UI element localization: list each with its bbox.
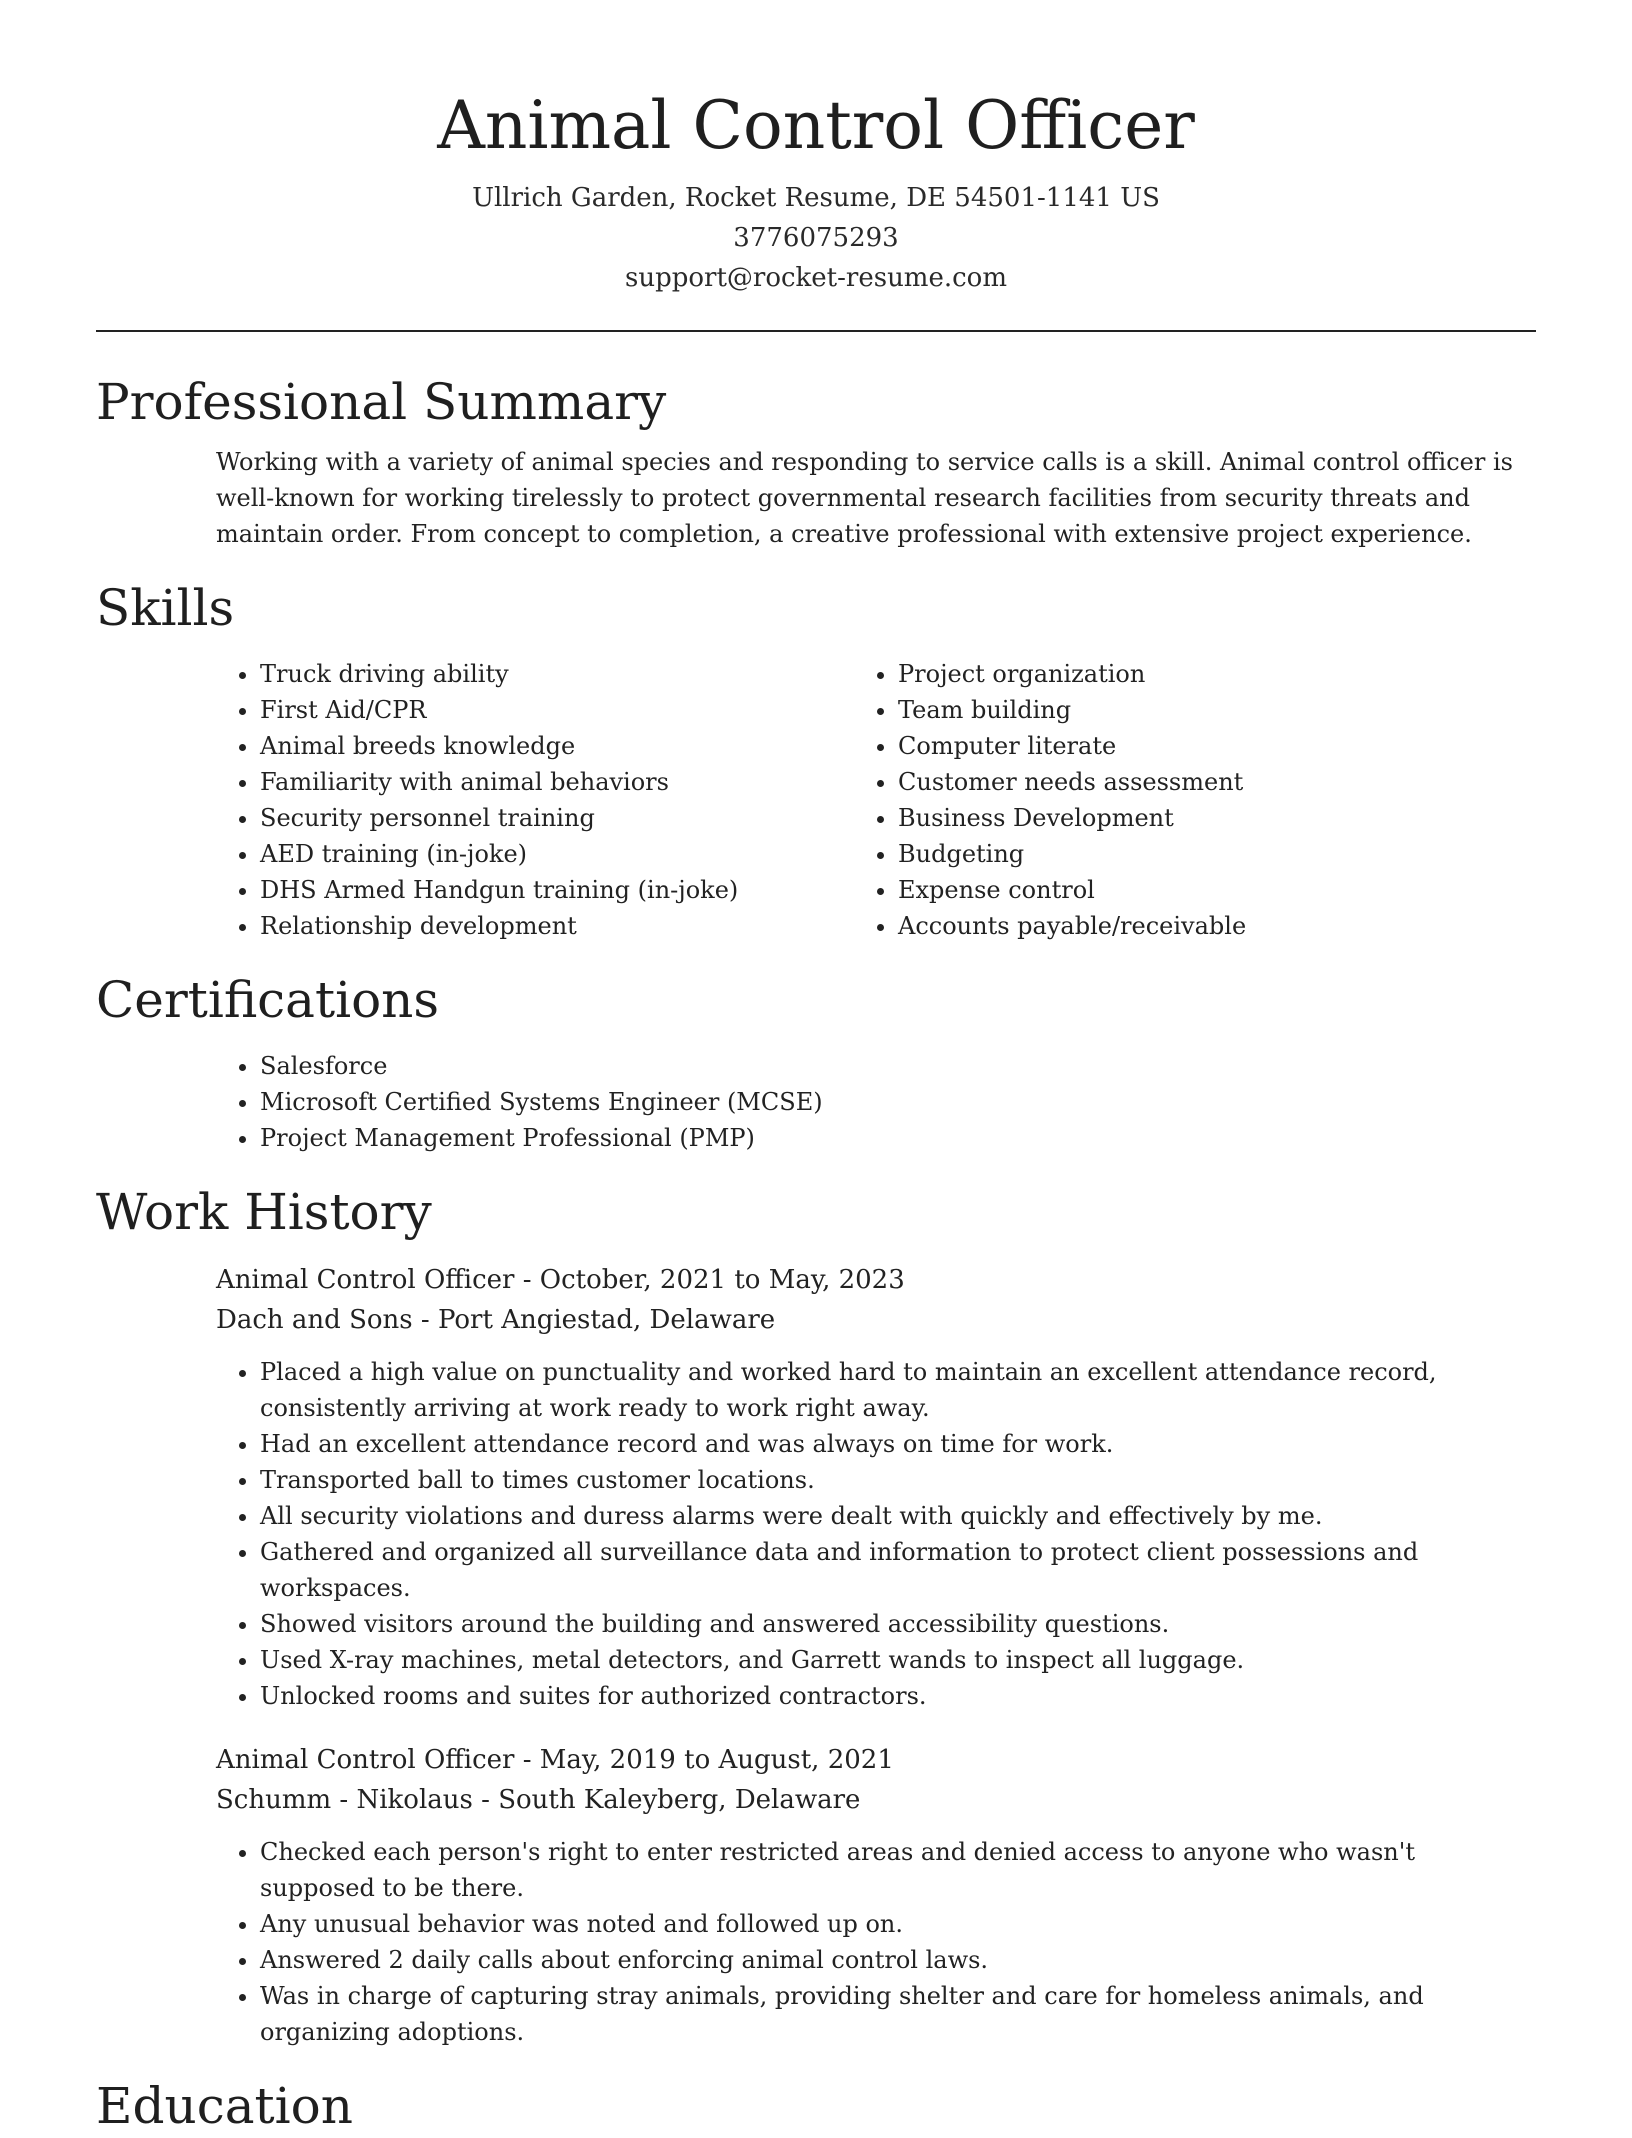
certification-item: • Microsoft Certified Systems Engineer (MCSE) — [260, 1084, 1536, 1120]
certification-item: • Project Management Professional (PMP) — [260, 1120, 1536, 1156]
skill-item: • Customer needs assessment — [898, 764, 1536, 800]
certification-item: • Salesforce — [260, 1048, 1536, 1084]
education-heading: Education — [96, 2077, 353, 2135]
skill-item: • Relationship development — [260, 908, 898, 944]
duty-item: • Had an excellent attendance record and was always on time for work. — [260, 1426, 1536, 1462]
duty-item: • Gathered and organized all surveillance data and information to protect client possessions and workspaces. — [260, 1534, 1536, 1606]
skills-list-left — [96, 656, 898, 944]
job-location: Port Angiestad, Delaware — [437, 1305, 776, 1335]
skills-heading: Skills — [96, 579, 235, 637]
resume-header — [96, 0, 1536, 298]
separator: - — [412, 1305, 438, 1335]
job-company: Dach and Sons — [216, 1305, 413, 1335]
job-dates: May, 2019 to August, 2021 — [539, 1745, 894, 1775]
job-company: Schumm - Nikolaus — [216, 1785, 473, 1815]
job-title: Animal Control Officer — [216, 1265, 515, 1295]
skill-item: • DHS Armed Handgun training (in-joke) — [260, 872, 898, 908]
job-title-line — [216, 1740, 1536, 1780]
summary-text: Working with a variety of animal species and responding to service calls is a skill. Animal control officer is well-known for working tirelessly to protect governmental research facilities from security threats and maintain order. From concept to completion, a creative professional with extensive project experience. — [216, 448, 1513, 548]
skill-item: • Truck driving ability — [260, 656, 898, 692]
skill-item: • Budgeting — [898, 836, 1536, 872]
skill-item: • Accounts payable/receivable — [898, 908, 1536, 944]
duty-item: • Placed a high value on punctuality and worked hard to maintain an excellent attendance record, consistently arriving at work ready to work right away. — [260, 1354, 1536, 1426]
separator: - — [514, 1265, 540, 1295]
duty-item: • Answered 2 daily calls about enforcing animal control laws. — [260, 1942, 1536, 1978]
job-dates: October, 2021 to May, 2023 — [539, 1265, 905, 1295]
skill-item: • AED training (in-joke) — [260, 836, 898, 872]
job-duties-list — [216, 1834, 1536, 2050]
skill-item: • Security personnel training — [260, 800, 898, 836]
duty-item: • Used X-ray machines, metal detectors, and Garrett wands to inspect all luggage. — [260, 1642, 1536, 1678]
phone-line: 3776075293 — [733, 223, 899, 253]
resume-page — [96, 0, 1536, 2138]
certifications-heading: Certifications — [96, 971, 440, 1029]
separator: - — [514, 1745, 540, 1775]
job-location: South Kaleyberg, Delaware — [498, 1785, 861, 1815]
skill-item: • Expense control — [898, 872, 1536, 908]
job-company-line — [216, 1780, 1536, 1820]
skill-item: • Business Development — [898, 800, 1536, 836]
summary-heading: Professional Summary — [96, 373, 667, 431]
skill-item: • Project organization — [898, 656, 1536, 692]
candidate-name: Animal Control Officer — [437, 87, 1195, 164]
address-line: Ullrich Garden, Rocket Resume, DE 54501-1141 US — [472, 183, 1160, 213]
duty-item: • Any unusual behavior was noted and followed up on. — [260, 1906, 1536, 1942]
header-divider — [96, 330, 1536, 332]
skills-columns — [96, 656, 1536, 944]
job-duties-list — [216, 1354, 1536, 1714]
skill-item: • Familiarity with animal behaviors — [260, 764, 898, 800]
job-company-line — [216, 1300, 1536, 1340]
contact-block — [96, 178, 1536, 298]
job-title: Animal Control Officer — [216, 1745, 515, 1775]
skills-list-right — [898, 656, 1536, 944]
duty-item: • Checked each person's right to enter restricted areas and denied access to anyone who wasn't supposed to be there. — [260, 1834, 1536, 1906]
job-entry — [216, 1260, 1536, 1714]
skill-item: • Animal breeds knowledge — [260, 728, 898, 764]
skill-item: • Computer literate — [898, 728, 1536, 764]
duty-item: • All security violations and duress alarms were dealt with quickly and effectively by me. — [260, 1498, 1536, 1534]
duty-item: • Unlocked rooms and suites for authorized contractors. — [260, 1678, 1536, 1714]
duty-item: • Was in charge of capturing stray animals, providing shelter and care for homeless animals, and organizing adoptions. — [260, 1978, 1536, 2050]
work-history-heading: Work History — [96, 1183, 432, 1241]
duty-item: • Transported ball to times customer locations. — [260, 1462, 1536, 1498]
certifications-list — [96, 1048, 1536, 1156]
email-line: support@rocket-resume.com — [624, 263, 1007, 293]
skill-item: • Team building — [898, 692, 1536, 728]
duty-item: • Showed visitors around the building and answered accessibility questions. — [260, 1606, 1536, 1642]
job-title-line — [216, 1260, 1536, 1300]
skill-item: • First Aid/CPR — [260, 692, 898, 728]
separator: - — [472, 1785, 499, 1815]
job-entry — [216, 1740, 1536, 2050]
